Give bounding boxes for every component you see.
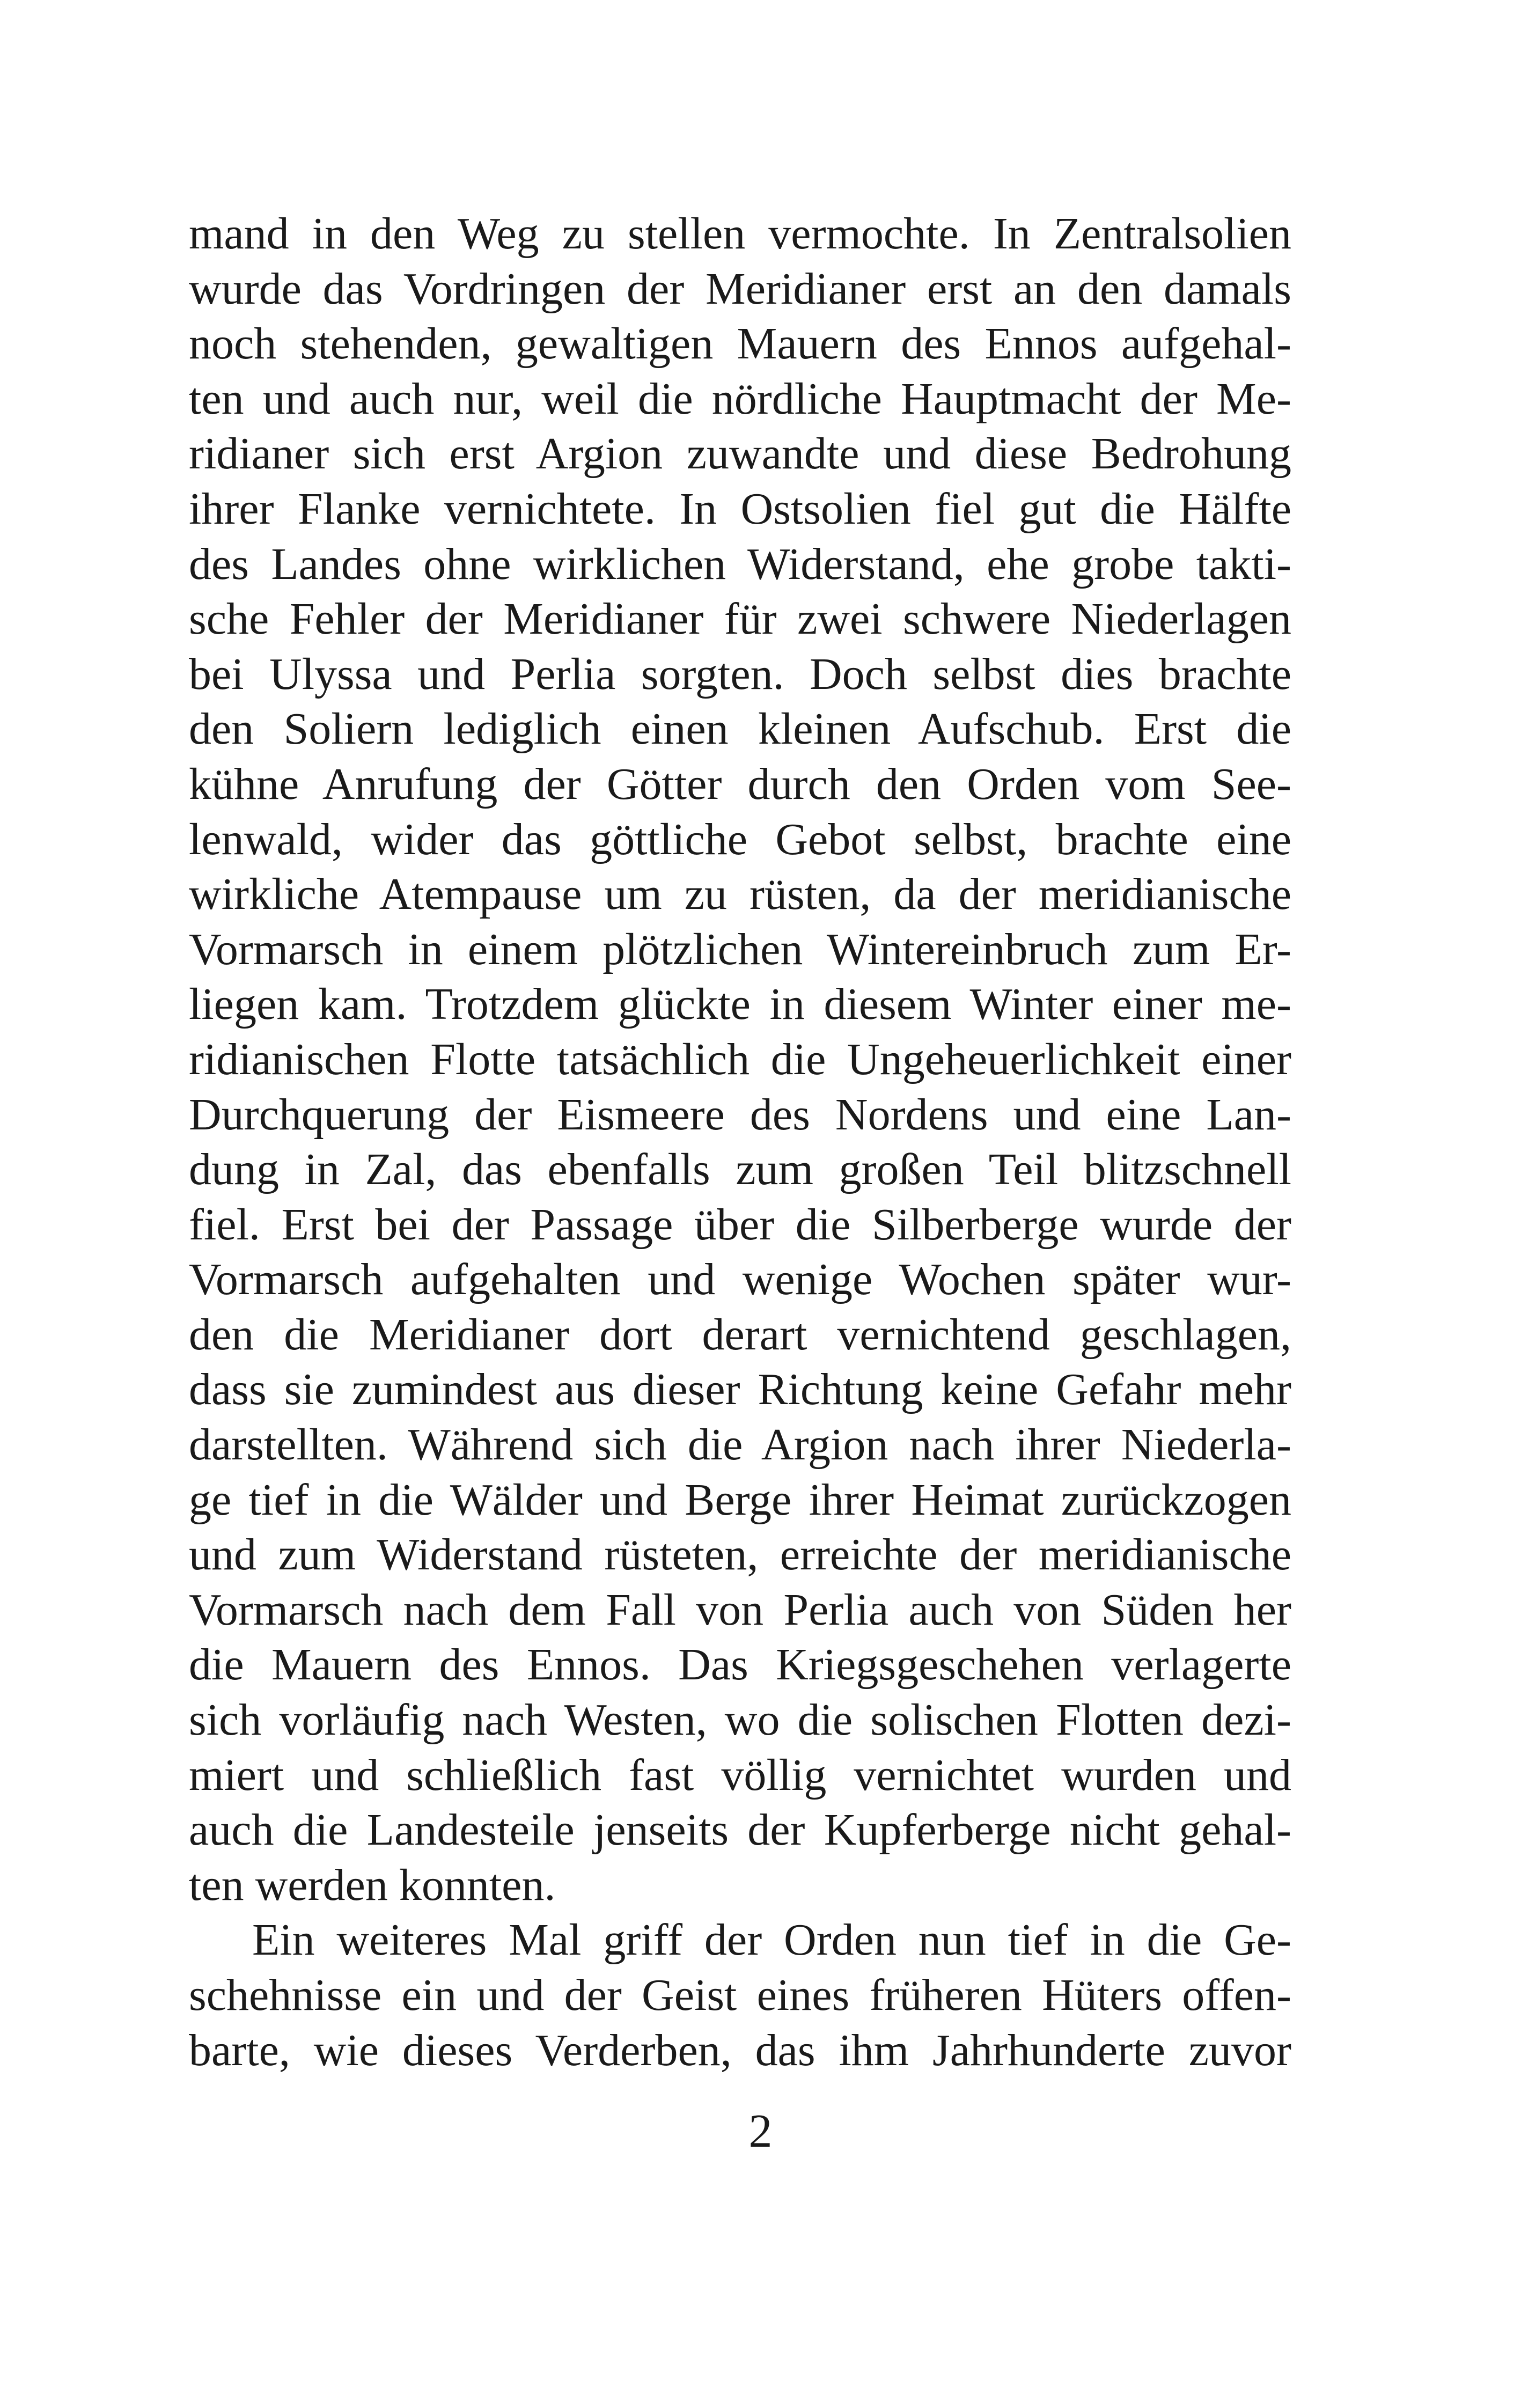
text-line: die Mauern des Ennos. Das Kriegsgeschehen verlagerte: [189, 1640, 1291, 1690]
text-line: darstellten. Während sich die Argion nach ihrer Niederla-: [189, 1420, 1291, 1470]
text-line: miert und schließlich fast völlig vernichtet wurden und: [189, 1750, 1291, 1800]
page-number: 2: [748, 2105, 773, 2157]
text-line: mand in den Weg zu stellen vermochte. In Zentralsolien: [189, 209, 1291, 259]
text-line: ge tief in die Wälder und Berge ihrer Heimat zurückzogen: [189, 1474, 1291, 1525]
text-line: des Landes ohne wirklichen Widerstand, ehe grobe takti-: [189, 539, 1291, 589]
text-line: Vormarsch in einem plötzlichen Wintereinbruch zum Er-: [189, 924, 1291, 974]
text-line: Durchquerung der Eismeere des Nordens und eine Lan-: [189, 1089, 1291, 1140]
text-line: sche Fehler der Meridianer für zwei schwere Niederlagen: [189, 594, 1291, 644]
text-line: liegen kam. Trotzdem glückte in diesem Winter einer me-: [189, 979, 1291, 1030]
text-line: ten werden konnten.: [189, 1860, 556, 1910]
text-line: den Soliern lediglich einen kleinen Aufschub. Erst die: [189, 704, 1291, 754]
text-line: Vormarsch aufgehalten und wenige Wochen später wur-: [189, 1254, 1291, 1305]
text-line: kühne Anrufung der Götter durch den Orden vom See-: [189, 759, 1291, 809]
text-line: wirkliche Atempause um zu rüsten, da der meridianische: [189, 869, 1291, 920]
text-line: wurde das Vordringen der Meridianer erst an den damals: [189, 263, 1291, 314]
text-line: sich vorläufig nach Westen, wo die solischen Flotten dezi-: [189, 1695, 1291, 1745]
text-line: barte, wie dieses Verderben, das ihm Jahrhunderte zuvor: [189, 2025, 1291, 2075]
text-line: fiel. Erst bei der Passage über die Silberberge wurde der: [189, 1199, 1291, 1250]
text-line: Vormarsch nach dem Fall von Perlia auch von Süden her: [189, 1584, 1291, 1635]
text-line: dass sie zumindest aus dieser Richtung keine Gefahr mehr: [189, 1364, 1291, 1415]
text-line: schehnisse ein und der Geist eines früheren Hüters offen-: [189, 1970, 1291, 2020]
paragraph-2: [189, 1913, 1291, 2078]
text-line: dung in Zal, das ebenfalls zum großen Teil blitzschnell: [189, 1144, 1291, 1195]
text-line: ridianischen Flotte tatsächlich die Ungeheuerlichkeit einer: [189, 1034, 1291, 1084]
text-line: ihrer Flanke vernichtete. In Ostsolien fiel gut die Hälfte: [189, 483, 1291, 534]
text-line: und zum Widerstand rüsteten, erreichte der meridianische: [189, 1530, 1291, 1580]
text-line: auch die Landesteile jenseits der Kupferberge nicht gehal-: [189, 1805, 1291, 1855]
body-text: [189, 207, 1291, 2078]
text-line: lenwald, wider das göttliche Gebot selbst, brachte eine: [189, 814, 1291, 864]
paragraph-1: [189, 207, 1291, 1913]
text-line: Ein weiteres Mal griff der Orden nun tief in die Ge-: [252, 1915, 1291, 1965]
text-line: ten und auch nur, weil die nördliche Hauptmacht der Me-: [189, 373, 1291, 424]
text-line: bei Ulyssa und Perlia sorgten. Doch selbst dies brachte: [189, 649, 1291, 699]
text-line: noch stehenden, gewaltigen Mauern des Ennos aufgehal-: [189, 319, 1291, 369]
text-line: den die Meridianer dort derart vernichtend geschlagen,: [189, 1309, 1291, 1360]
text-line: ridianer sich erst Argion zuwandte und diese Bedrohung: [189, 429, 1291, 479]
